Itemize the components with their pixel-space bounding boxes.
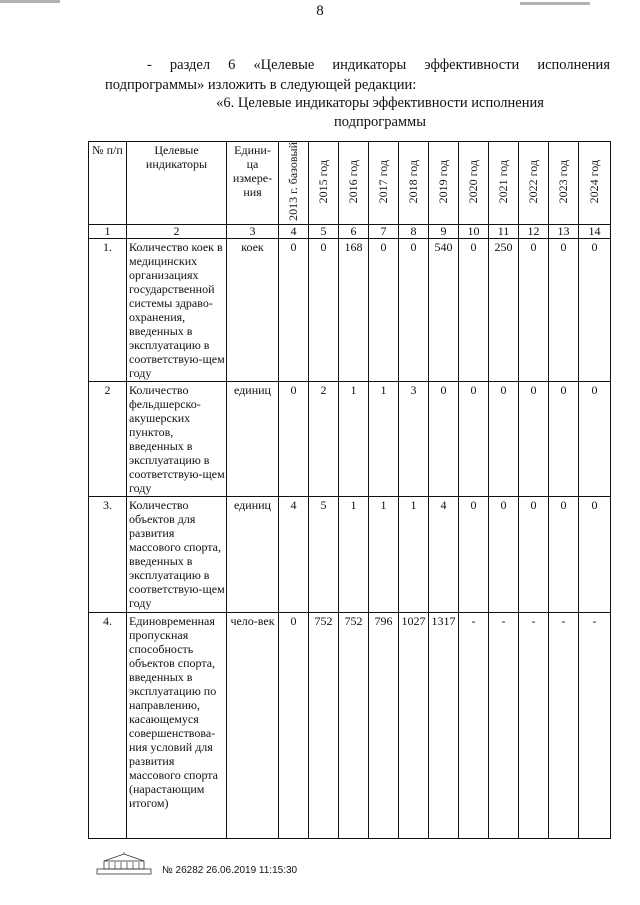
- column-number: 11: [489, 224, 519, 238]
- row-num: 4.: [89, 612, 127, 838]
- row-num: 2: [89, 381, 127, 496]
- row-num: 1.: [89, 238, 127, 381]
- column-number: 13: [549, 224, 579, 238]
- row-value: 0: [489, 496, 519, 612]
- header-year-2023: [549, 142, 579, 225]
- row-unit: единиц: [227, 381, 279, 496]
- header-year-2016: [339, 142, 369, 225]
- row-value: 4: [429, 496, 459, 612]
- column-number: 12: [519, 224, 549, 238]
- section-title-line-2: подпрограммы: [334, 114, 426, 130]
- intro-paragraph: [105, 55, 610, 95]
- section-title: [150, 94, 610, 132]
- column-number: 14: [579, 224, 611, 238]
- header-year-label: 2017 год: [376, 159, 390, 204]
- header-year-label: 2024 год: [587, 159, 601, 204]
- row-value: -: [579, 612, 611, 838]
- section-title-line-1: «6. Целевые индикаторы эффективности исполнения: [216, 95, 544, 111]
- row-value: -: [549, 612, 579, 838]
- row-value: 0: [279, 612, 309, 838]
- column-number: 9: [429, 224, 459, 238]
- row-indicator-name: Количество объектов для развития массового спорта, введенных в эксплуатацию в соответствую-щем году: [127, 496, 227, 612]
- row-value: 1: [339, 381, 369, 496]
- row-value: 0: [519, 381, 549, 496]
- row-value: 2: [309, 381, 339, 496]
- row-indicator-name: Количество фельдшерско-акушерских пунктов, введенных в эксплуатацию в соответствую-щем году: [127, 381, 227, 496]
- row-value: -: [489, 612, 519, 838]
- header-year-label: 2023 год: [556, 159, 570, 204]
- header-row: [89, 142, 611, 225]
- header-year-2018: [399, 142, 429, 225]
- table-row: [89, 381, 611, 496]
- column-number: 5: [309, 224, 339, 238]
- row-unit: единиц: [227, 496, 279, 612]
- column-number: 6: [339, 224, 369, 238]
- header-year-2021: [489, 142, 519, 225]
- table-row: [89, 238, 611, 381]
- row-indicator-name: Количество коек в медицинских организациях государственной системы здраво-охранения, введенных в эксплуатацию в соответствую-щем году: [127, 238, 227, 381]
- row-value: 752: [339, 612, 369, 838]
- header-year-2015: [309, 142, 339, 225]
- row-value: 0: [459, 496, 489, 612]
- row-value: 0: [309, 238, 339, 381]
- row-indicator-name: Единовременная пропускная способность объектов спорта, введенных в эксплуатацию по направлению, касающемуся совершенствова-ния условий для развития массового спорта (нарастающим итогом): [127, 612, 227, 838]
- row-value: 0: [549, 238, 579, 381]
- header-year-label: 2013 г. базовый: [286, 142, 300, 221]
- header-num: № п/п: [89, 142, 127, 225]
- row-value: -: [519, 612, 549, 838]
- table-row: [89, 496, 611, 612]
- row-num: 3.: [89, 496, 127, 612]
- row-value: 0: [399, 238, 429, 381]
- row-value: 1: [339, 496, 369, 612]
- header-year-2019: [429, 142, 459, 225]
- row-value: 0: [459, 238, 489, 381]
- intro-line-2: подпрограммы» изложить в следующей редакции:: [105, 77, 417, 93]
- header-indicator: Целевые индикаторы: [127, 142, 227, 225]
- header-year-label: 2018 год: [406, 159, 420, 204]
- row-value: 0: [579, 496, 611, 612]
- column-number: 8: [399, 224, 429, 238]
- scan-artifact-right: [520, 2, 590, 5]
- row-unit: коек: [227, 238, 279, 381]
- target-indicators-table: [88, 141, 611, 839]
- column-number-row: [89, 224, 611, 238]
- intro-line-1: - раздел 6 «Целевые индикаторы эффективности исполнения: [147, 57, 610, 73]
- header-year-2013: [279, 142, 309, 225]
- column-number: 10: [459, 224, 489, 238]
- page-number: 8: [316, 3, 324, 19]
- row-value: 0: [519, 496, 549, 612]
- row-value: 1027: [399, 612, 429, 838]
- row-value: -: [459, 612, 489, 838]
- document-footer: [96, 852, 516, 882]
- row-value: 3: [399, 381, 429, 496]
- row-value: 0: [549, 496, 579, 612]
- header-year-2020: [459, 142, 489, 225]
- row-value: 796: [369, 612, 399, 838]
- row-value: 0: [279, 238, 309, 381]
- row-value: 0: [429, 381, 459, 496]
- row-value: 1: [369, 496, 399, 612]
- row-value: 0: [459, 381, 489, 496]
- row-value: 0: [579, 381, 611, 496]
- column-number: 1: [89, 224, 127, 238]
- header-year-label: 2016 год: [346, 159, 360, 204]
- row-value: 5: [309, 496, 339, 612]
- document-registration-number: № 26282 26.06.2019 11:15:30: [162, 865, 298, 876]
- row-value: 540: [429, 238, 459, 381]
- row-unit: чело-век: [227, 612, 279, 838]
- row-value: 0: [519, 238, 549, 381]
- row-value: 168: [339, 238, 369, 381]
- row-value: 0: [369, 238, 399, 381]
- row-value: 0: [549, 381, 579, 496]
- header-year-label: 2022 год: [526, 159, 540, 204]
- row-value: 0: [579, 238, 611, 381]
- row-value: 1317: [429, 612, 459, 838]
- header-year-2022: [519, 142, 549, 225]
- row-value: 4: [279, 496, 309, 612]
- government-building-logo: [96, 852, 152, 876]
- header-year-label: 2021 год: [496, 159, 510, 204]
- header-year-label: 2020 год: [466, 159, 480, 204]
- header-year-label: 2019 год: [436, 159, 450, 204]
- row-value: 0: [279, 381, 309, 496]
- column-number: 3: [227, 224, 279, 238]
- header-year-2024: [579, 142, 611, 225]
- column-number: 2: [127, 224, 227, 238]
- table-row: [89, 612, 611, 838]
- header-unit: Едини-ца измере-ния: [227, 142, 279, 225]
- header-year-label: 2015 год: [316, 159, 330, 204]
- row-value: 250: [489, 238, 519, 381]
- row-value: 1: [369, 381, 399, 496]
- header-year-2017: [369, 142, 399, 225]
- column-number: 7: [369, 224, 399, 238]
- row-value: 1: [399, 496, 429, 612]
- row-value: 752: [309, 612, 339, 838]
- row-value: 0: [489, 381, 519, 496]
- column-number: 4: [279, 224, 309, 238]
- scan-artifact-left: [0, 0, 60, 3]
